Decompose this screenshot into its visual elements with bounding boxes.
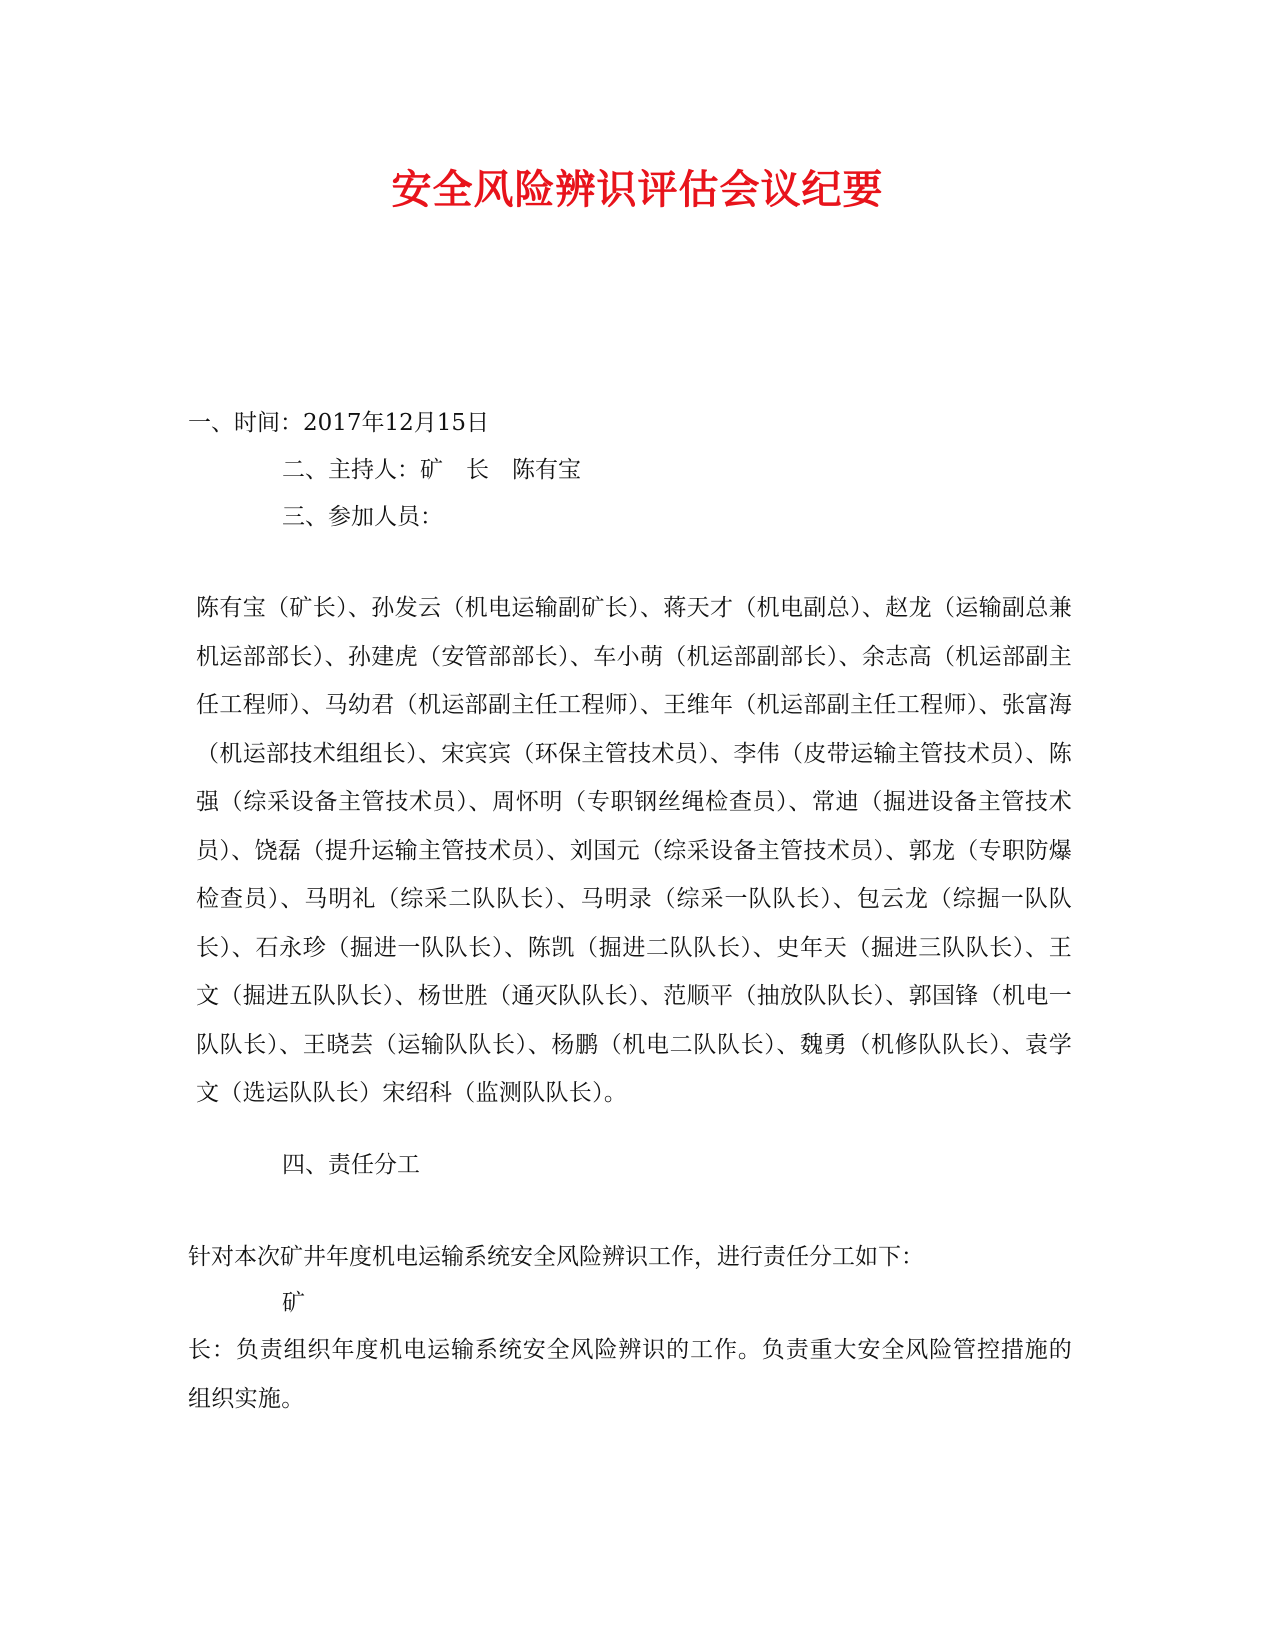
attendees-heading: 三、参加人员： (282, 504, 443, 530)
duty-intro: 针对本次矿井年度机电运输系统安全风险辨识工作，进行责任分工如下： (188, 1244, 924, 1270)
meeting-host: 二、主持人：矿 长 陈有宝 (282, 457, 581, 483)
meeting-time: 一、时间：2017年12月15日 (188, 410, 490, 436)
mine-head-duty: 长：负责组织年度机电运输系统安全风险辨识的工作。负责重大安全风险管控措施的组织实施。 (188, 1337, 1072, 1412)
attendees-list: 陈有宝（矿长）、孙发云（机电运输副矿长）、蒋天才（机电副总）、赵龙（运输副总兼机运部部长）、孙建虎（安管部部长）、车小萌（机运部副部长）、余志高（机运部副主任工程师）、马幼君（机运部副主任工程师）、王维年（机运部副主任工程师）、张富海（机运部技术组组长）、宋宾宾（环保主管技术员）、李伟（皮带运输主管技术员）、陈强（综采设备主管技术员）、周怀明（专职钢丝绳检查员）、常迪（掘进设备主管技术员）、饶磊（提升运输主管技术员）、刘国元（综采设备主管技术员）、郭龙（专职防爆检查员）、马明礼（综采二队队长）、马明录（综采一队队长）、包云龙（综掘一队队长）、石永珍（掘进一队队长）、陈凯（掘进二队队长）、史年天（掘进三队队长）、王文（掘进五队队长）、杨世胜（通灭队队长）、范顺平（抽放队队长）、郭国锋（机电一队队长）、王晓芸（运输队队长）、杨鹏（机电二队队长）、魏勇（机修队队长）、袁学文（选运队队长）宋绍科（监测队队长）。 (196, 595, 1072, 1106)
mine-head-label: 矿 (282, 1290, 305, 1316)
document-title: 安全风险辨识评估会议纪要 (391, 166, 884, 213)
duty-heading: 四、责任分工 (282, 1152, 420, 1178)
